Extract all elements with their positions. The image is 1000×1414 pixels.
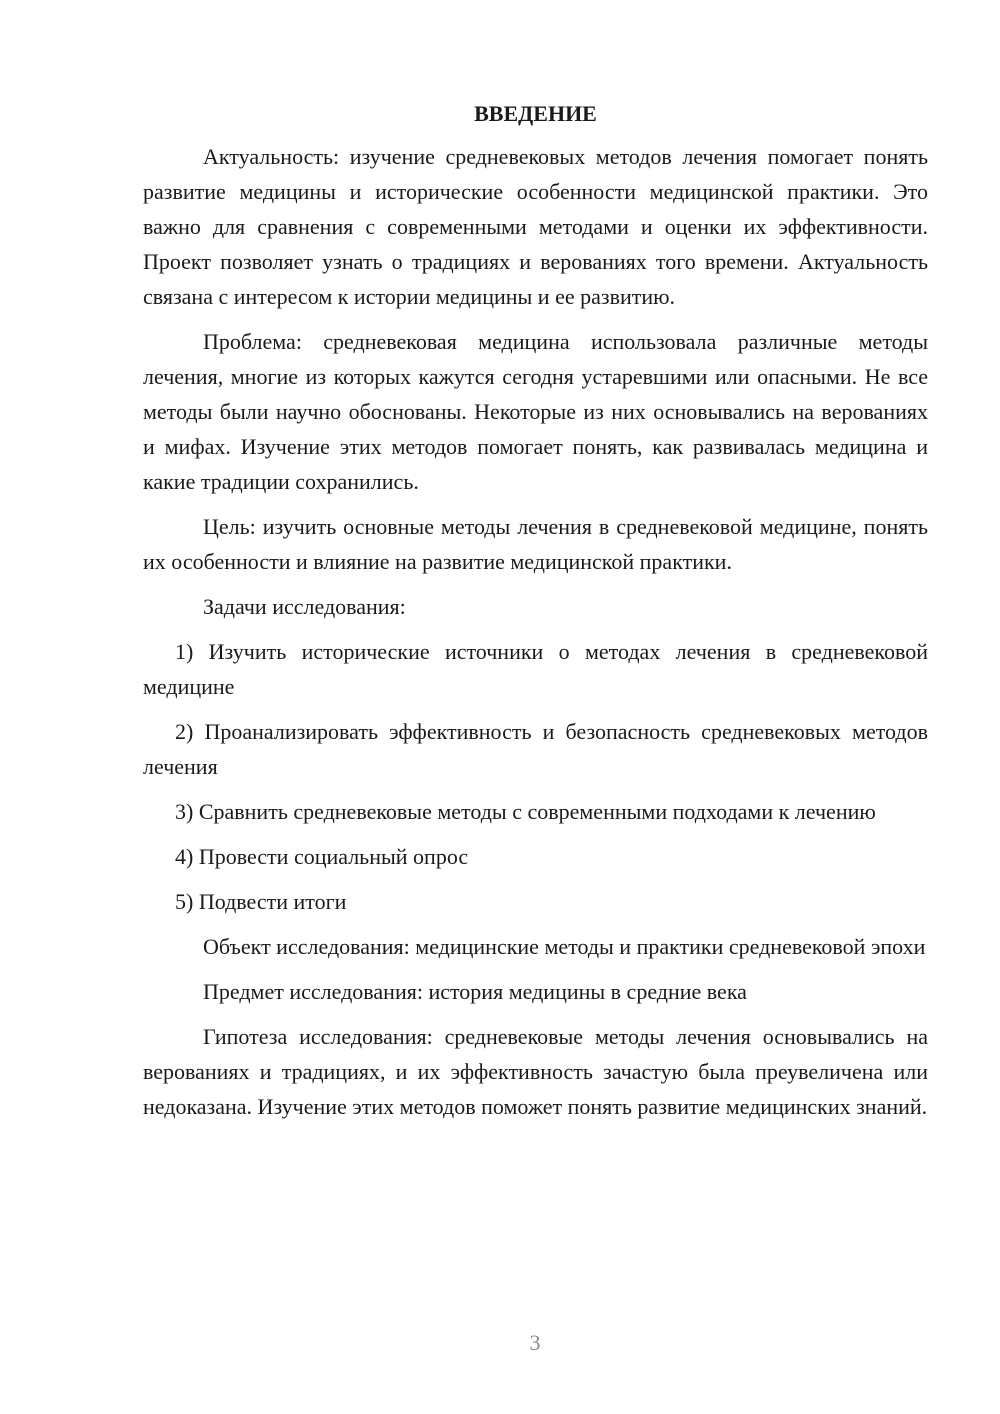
paragraph-hypothesis: Гипотеза исследования: средневековые методы лечения основывались на верованиях и традициях, и их эффективность зачастую была преувеличена или недоказана. Изучение этих методов поможет понять развитие медицинских знаний. — [143, 1024, 928, 1119]
paragraph-relevance: Актуальность: изучение средневековых методов лечения помогает понять развитие медицины и исторические особенности медицинской практики. Это важно для сравнения с современными методами и оценки их эффективности. Проект позволяет узнать о традициях и верованиях того времени. Актуальность связана с интересом к истории медицины и ее развитию. — [143, 144, 928, 309]
task-item: 2) Проанализировать эффективность и безопасность средневековых методов лечения — [143, 719, 928, 779]
section-title: ВВЕДЕНИЕ — [474, 101, 597, 126]
tasks-heading: Задачи исследования: — [203, 594, 406, 619]
paragraph-goal: Цель: изучить основные методы лечения в средневековой медицине, понять их особенности и влияние на развитие медицинской практики. — [143, 514, 928, 574]
paragraph-object: Объект исследования: медицинские методы и практики средневековой эпохи — [203, 934, 926, 959]
task-item: 4) Провести социальный опрос — [175, 844, 469, 869]
page-number: 3 — [529, 1330, 541, 1355]
paragraph-problem: Проблема: средневековая медицина использовала различные методы лечения, многие из которых кажутся сегодня устаревшими или опасными. Не все методы были научно обоснованы. Некоторые из них основывались на верованиях и мифах. Изучение этих методов помогает понять, как развивалась медицина и какие традиции сохранились. — [143, 329, 928, 494]
paragraph-subject: Предмет исследования: история медицины в средние века — [203, 979, 747, 1004]
task-item: 3) Сравнить средневековые методы с современными подходами к лечению — [175, 799, 876, 824]
task-item: 1) Изучить исторические источники о методах лечения в средневековой медицине — [143, 639, 928, 699]
page-content — [143, 96, 928, 1134]
task-item: 5) Подвести итоги — [175, 889, 347, 914]
